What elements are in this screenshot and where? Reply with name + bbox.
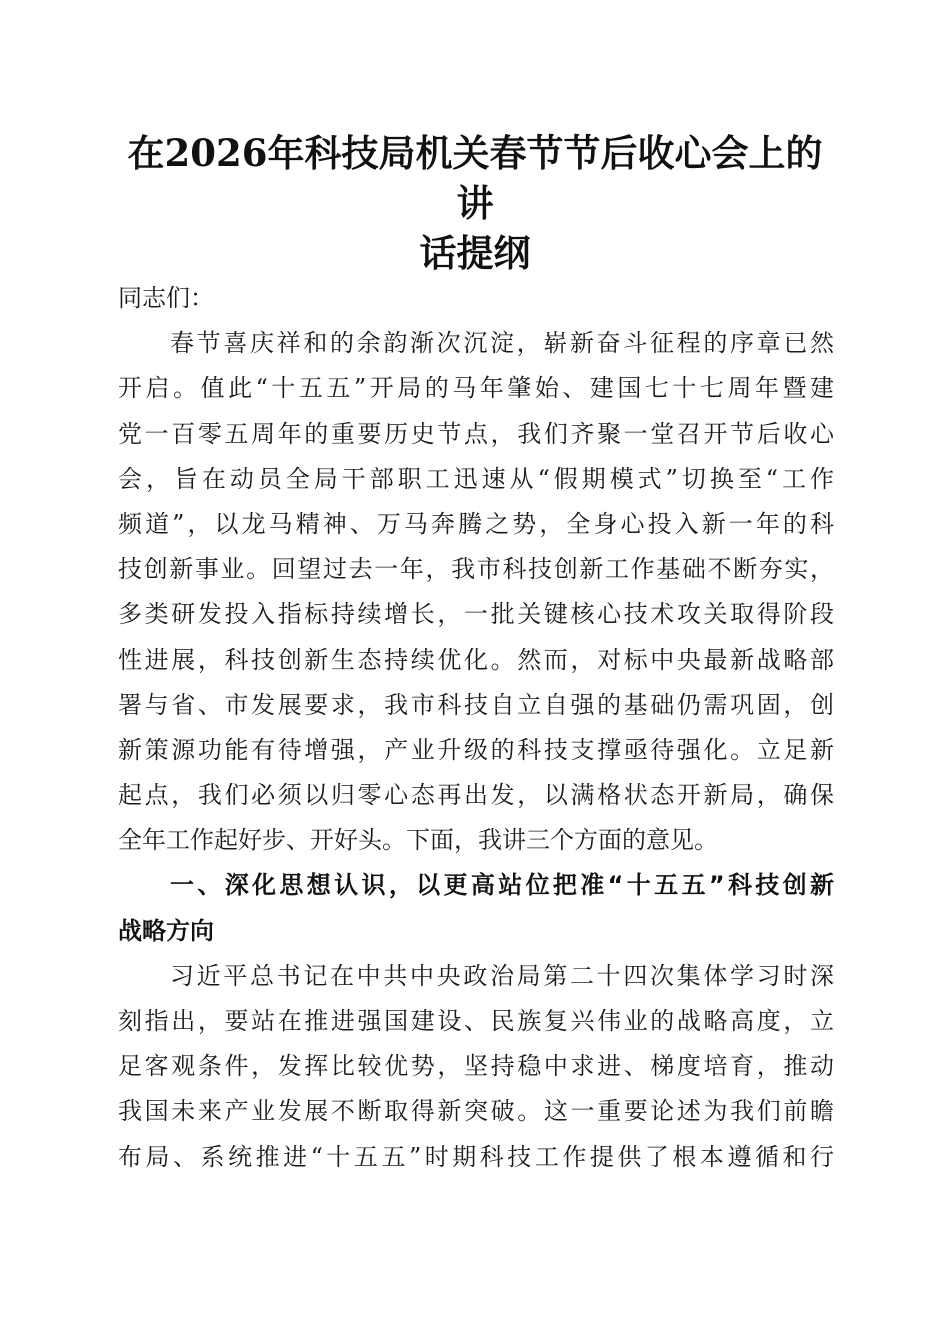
intro-line: 署与省、市发展要求，我市科技自立自强的基础仍需巩固，创: [118, 690, 834, 719]
title-line: 话提纲: [419, 231, 531, 275]
salutation: 同志们：: [118, 284, 214, 312]
intro-line: 技创新事业。回望过去一年，我市科技创新工作基础不断夯实，: [118, 555, 834, 584]
title-line: 在2026年科技局机关春节节后收心会上的讲: [127, 131, 823, 225]
section-line: 习近平总书记在中共中央政治局第二十四次集体学习时深: [170, 961, 834, 990]
document-title: [110, 128, 840, 278]
intro-line: 新策源功能有待增强，产业升级的科技支撑亟待强化。立足新: [118, 735, 834, 764]
intro-line: 频道”，以龙马精神、万马奔腾之势，全身心投入新一年的科: [118, 509, 834, 538]
section-line: 足客观条件，发挥比较优势，坚持稳中求进、梯度培育，推动: [118, 1052, 834, 1081]
intro-line: 春节喜庆祥和的余韵渐次沉淀，崭新奋斗征程的序章已然: [170, 329, 834, 358]
section-line: 布局、系统推进“十五五”时期科技工作提供了根本遵循和行: [118, 1142, 834, 1171]
intro-line: 党一百零五周年的重要历史节点，我们齐聚一堂召开节后收心: [118, 419, 834, 448]
section-line: 我国未来产业发展不断取得新突破。这一重要论述为我们前瞻: [118, 1097, 834, 1126]
section-heading: 一、深化思想认识，以更高站位把准“十五五”科技创新: [170, 871, 834, 900]
intro-line: 性进展，科技创新生态持续优化。然而，对标中央最新战略部: [118, 645, 834, 674]
section-line: 刻指出，要站在推进强国建设、民族复兴伟业的战略高度，立: [118, 1007, 834, 1035]
intro-line: 起点，我们必须以归零心态再出发，以满格状态开新局，确保: [118, 781, 834, 810]
intro-line: 全年工作起好步、开好头。下面，我讲三个方面的意见。: [118, 826, 718, 855]
section-heading: 战略方向: [118, 916, 214, 945]
intro-line: 多类研发投入指标持续增长，一批关键核心技术攻关取得阶段: [118, 600, 834, 629]
intro-line: 会，旨在动员全局干部职工迅速从“假期模式”切换至“工作: [118, 464, 834, 493]
document-body: [118, 276, 834, 1180]
intro-line: 开启。值此“十五五”开局的马年肇始、建国七十七周年暨建: [118, 374, 834, 403]
